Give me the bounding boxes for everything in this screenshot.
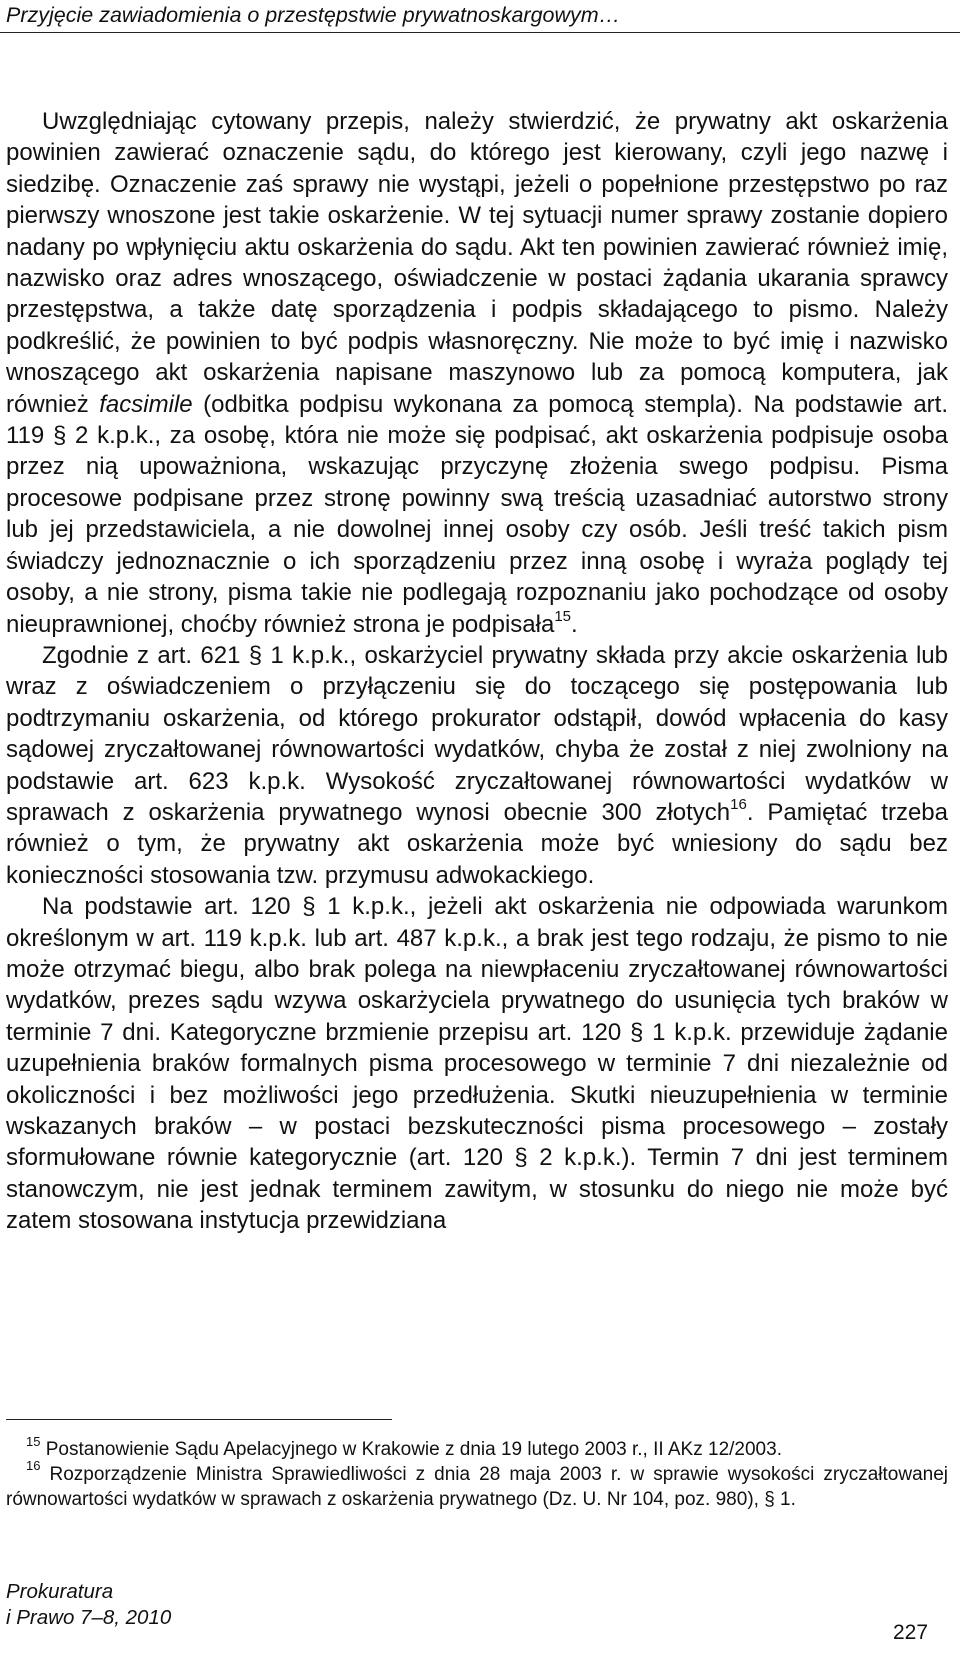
footnote-ref: 16 — [730, 795, 747, 813]
paragraph-text: (odbitka podpisu wykonana za pomocą stempla). Na podstawie art. 119 § 2 k.p.k., za osobę, która nie może się podpisać, akt oskarżenia podpisuje osoba przez nią upoważniona, wskazując przyczynę złożenia swego podpisu. Pisma procesowe podpisane przez stronę powinny swą treścią uzasadniać autorstwo strony lub jej przedstawiciela, a nie dowolnej innej osoby czy osób. Jeśli treść takich pism świadczy jednoznacznie o ich sporządzeniu przez inną osobę i wyraża poglądy tej osoby, a nie strony, pisma takie nie podlegają rozpoznaniu jako pochodzące od osoby nieuprawnionej, choćby również strona je podpisała — [6, 390, 948, 638]
running-header — [0, 0, 960, 33]
footnotes — [6, 1433, 948, 1512]
footnote-number: 15 — [26, 1433, 41, 1449]
journal-name: Prokuratura — [6, 1580, 114, 1603]
paragraph-text: . Pamiętać trzeba również o tym, że prywatny akt oskarżenia może być wniesiony do sądu bez konieczności stosowania tzw. przymusu adwokackiego. — [6, 798, 949, 889]
italic-term: facsimile — [99, 390, 193, 418]
footnote-text: Postanowienie Sądu Apelacyjnego w Krakowie z dnia 19 lutego 2003 r., II AKz 12/2003. — [40, 1439, 782, 1460]
running-header-title: Przyjęcie zawiadomienia o przestępstwie prywatnoskargowym… — [6, 3, 621, 27]
paragraph — [6, 640, 948, 891]
footnote-divider — [6, 1419, 392, 1420]
body-text — [6, 106, 948, 1237]
paragraph-text: Uwzględniając cytowany przepis, należy stwierdzić, że prywatny akt oskarżenia powinien zawierać oznaczenie sądu, do którego jest kierowany, czyli jego nazwę i siedzibę. Oznaczenie zaś sprawy nie wystąpi, jeżeli o popełnione przestępstwo po raz pierwszy wnoszone jest takie oskarżenie. W tej sytuacji numer sprawy zostanie dopiero nadany po wpłynięciu aktu oskarżenia do sądu. Akt ten powinien zawierać również imię, nazwisko oraz adres wnoszącego, oświadczenie w postaci żądania ukarania sprawcy przestępstwa, a także datę sporządzenia i podpis składającego to pismo. Należy podkreślić, że powinien to być podpis własnoręczny. Nie może to być imię i nazwisko wnoszącego akt oskarżenia napisane maszynowo lub za pomocą komputera, jak również — [6, 108, 948, 418]
paragraph-text: Na podstawie art. 120 § 1 k.p.k., jeżeli akt oskarżenia nie odpowiada warunkom określonym w art. 119 k.p.k. lub art. 487 k.p.k., a brak jest tego rodzaju, że pismo to nie może otrzymać biegu, albo brak polega na niewpłaceniu zryczałtowanej równowartości wydatków, prezes sądu wzywa oskarżyciela prywatnego do usunięcia tych braków w terminie 7 dni. Kategoryczne brzmienie przepisu art. 120 § 1 k.p.k. przewiduje żądanie uzupełnienia braków formalnych pisma procesowego w terminie 7 dni niezależnie od okoliczności i bez możliwości jego przedłużenia. Skutki nieuzupełnienia w terminie wskazanych braków – w postaci bezskuteczności pisma procesowego – zostały sformułowane równie kategorycznie (art. 120 § 2 k.p.k.). Termin 7 dni jest terminem stanowczym, nie jest jednak terminem zawitym, w stosunku do niego nie może być zatem stosowana instytucja przewidziana — [6, 893, 948, 1235]
footnote-text: Rozporządzenie Ministra Sprawiedliwości z dnia 28 maja 2003 r. w sprawie wysokości zryczałtowanej równowartości wydatków w sprawach z oskarżenia prywatnego (Dz. U. Nr 104, poz. 980), § 1. — [6, 1463, 948, 1510]
paragraph-text: . — [571, 610, 578, 638]
page-number: 227 — [893, 1621, 929, 1644]
footnote-ref: 15 — [554, 607, 572, 625]
paragraph-text: Zgodnie z art. 621 § 1 k.p.k., oskarżyciel prywatny składa przy akcie oskarżenia lub wraz z oświadczeniem o przyłączeniu się do toczącego się postępowania lub podtrzymaniu oskarżenia, od którego prokurator odstąpił, dowód wpłacenia do kasy sądowej zryczałtowanej równowartości wydatków, chyba że został z niej zwolniony na podstawie art. 623 k.p.k. Wysokość zryczałtowanej równowartości wydatków w sprawach z oskarżenia prywatnego wynosi obecnie 300 złotych — [6, 641, 948, 826]
paragraph — [6, 891, 948, 1236]
footnote-number: 16 — [26, 1458, 41, 1474]
footnote — [6, 1433, 948, 1463]
paragraph — [6, 106, 948, 640]
journal-issue: i Prawo 7–8, 2010 — [6, 1606, 172, 1629]
journal-footer — [6, 1579, 171, 1631]
footnote — [6, 1458, 948, 1513]
